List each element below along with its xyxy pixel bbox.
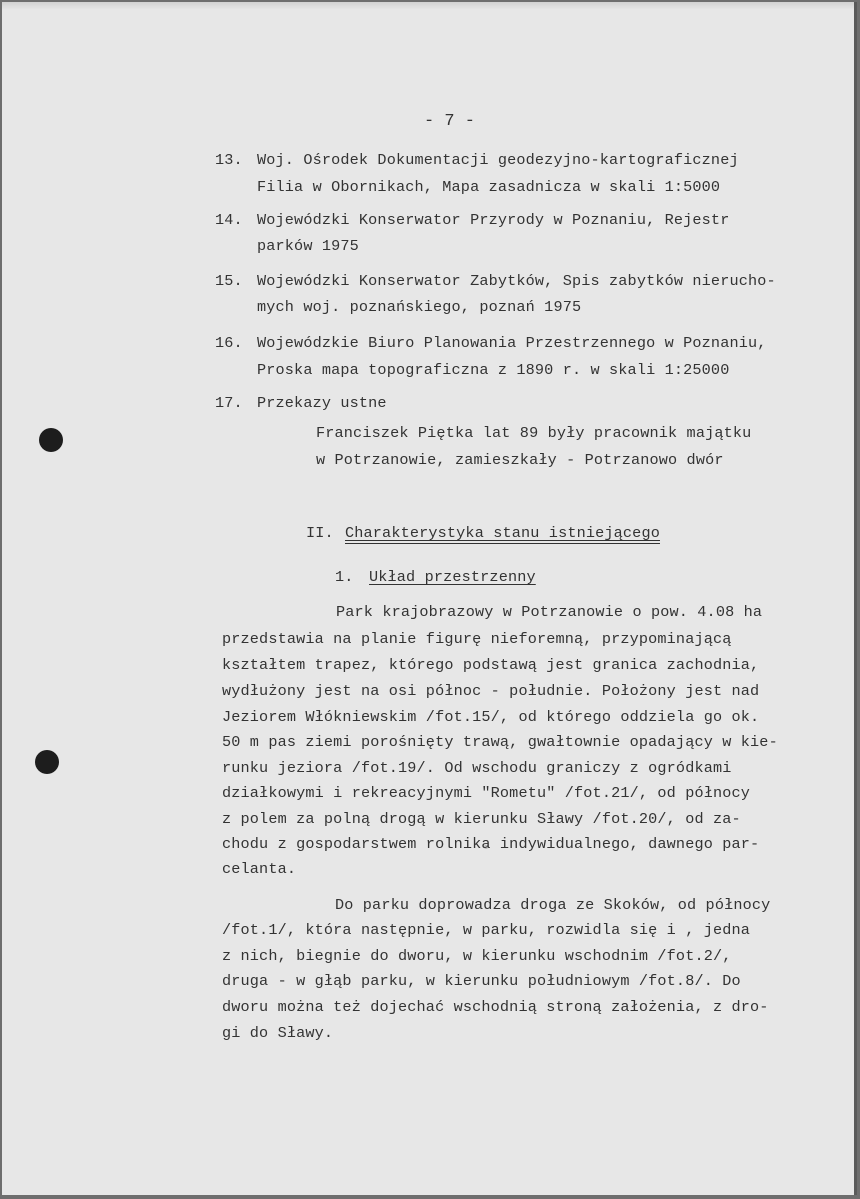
paragraph-line: Park krajobrazowy w Potrzanowie o pow. 4.08 ha [336,603,763,621]
section-title: Charakterystyka stanu istniejącego [345,524,660,542]
paragraph-line: celanta. [222,860,297,878]
paragraph-line: chodu z gospodarstwem rolnika indywidualnego, dawnego par- [222,835,760,853]
reference-text: Woj. Ośrodek Dokumentacji geodezyjno-kartograficznej [257,151,739,169]
paragraph-line: z polem za polną drogą w kierunku Sławy /fot.20/, od za- [222,810,741,828]
paragraph-line: dworu można też dojechać wschodnią stroną założenia, z dro- [222,998,769,1016]
reference-text: Przekazy ustne [257,394,387,412]
reference-number: 13. [215,151,243,169]
reference-text: parków 1975 [257,237,359,255]
reference-number: 16. [215,334,243,352]
reference-number: 14. [215,211,243,229]
reference-text: Franciszek Piętka lat 89 były pracownik majątku [316,424,752,442]
paragraph-line: /fot.1/, która następnie, w parku, rozwidla się i , jedna [222,921,751,939]
punch-hole-lower [35,750,59,774]
paragraph-line: działkowymi i rekreacyjnymi "Rometu" /fot.21/, od północy [222,784,751,802]
paragraph-line: druga - w głąb parku, w kierunku południowym /fot.8/. Do [222,972,741,990]
subsection-number: 1. [335,568,354,586]
paragraph-line: Jeziorem Włókniewskim /fot.15/, od którego oddziela go ok. [222,708,760,726]
reference-text: Wojewódzki Konserwator Przyrody w Poznaniu, Rejestr [257,211,730,229]
subsection-title: Układ przestrzenny [369,568,536,586]
reference-text: Wojewódzki Konserwator Zabytków, Spis zabytków nierucho- [257,272,776,290]
reference-text: Filia w Obornikach, Mapa zasadnicza w skali 1:5000 [257,178,721,196]
paragraph-line: Do parku doprowadza droga ze Skoków, od północy [335,896,771,914]
paragraph-line: przedstawia na planie figurę nieforemną, przypominającą [222,630,732,648]
paragraph-line: z nich, biegnie do dworu, w kierunku wschodnim /fot.2/, [222,947,732,965]
punch-hole-upper [39,428,63,452]
paragraph-line: wydłużony jest na osi północ - południe. Położony jest nad [222,682,760,700]
paragraph-line: runku jeziora /fot.19/. Od wschodu graniczy z ogródkami [222,759,732,777]
reference-text: mych woj. poznańskiego, poznań 1975 [257,298,582,316]
paragraph-line: kształtem trapez, którego podstawą jest granica zachodnia, [222,656,760,674]
page-top-edge [2,2,854,10]
document-page [2,2,857,1195]
reference-number: 15. [215,272,243,290]
paragraph-line: gi do Sławy. [222,1024,334,1042]
reference-text: Wojewódzkie Biuro Planowania Przestrzennego w Poznaniu, [257,334,767,352]
reference-text: Proska mapa topograficzna z 1890 r. w skali 1:25000 [257,361,730,379]
reference-number: 17. [215,394,243,412]
reference-text: w Potrzanowie, zamieszkały - Potrzanowo dwór [316,451,724,469]
section-number: II. [306,524,334,542]
page-number: - 7 - [424,112,476,131]
paragraph-line: 50 m pas ziemi porośnięty trawą, gwałtownie opadający w kie- [222,733,778,751]
